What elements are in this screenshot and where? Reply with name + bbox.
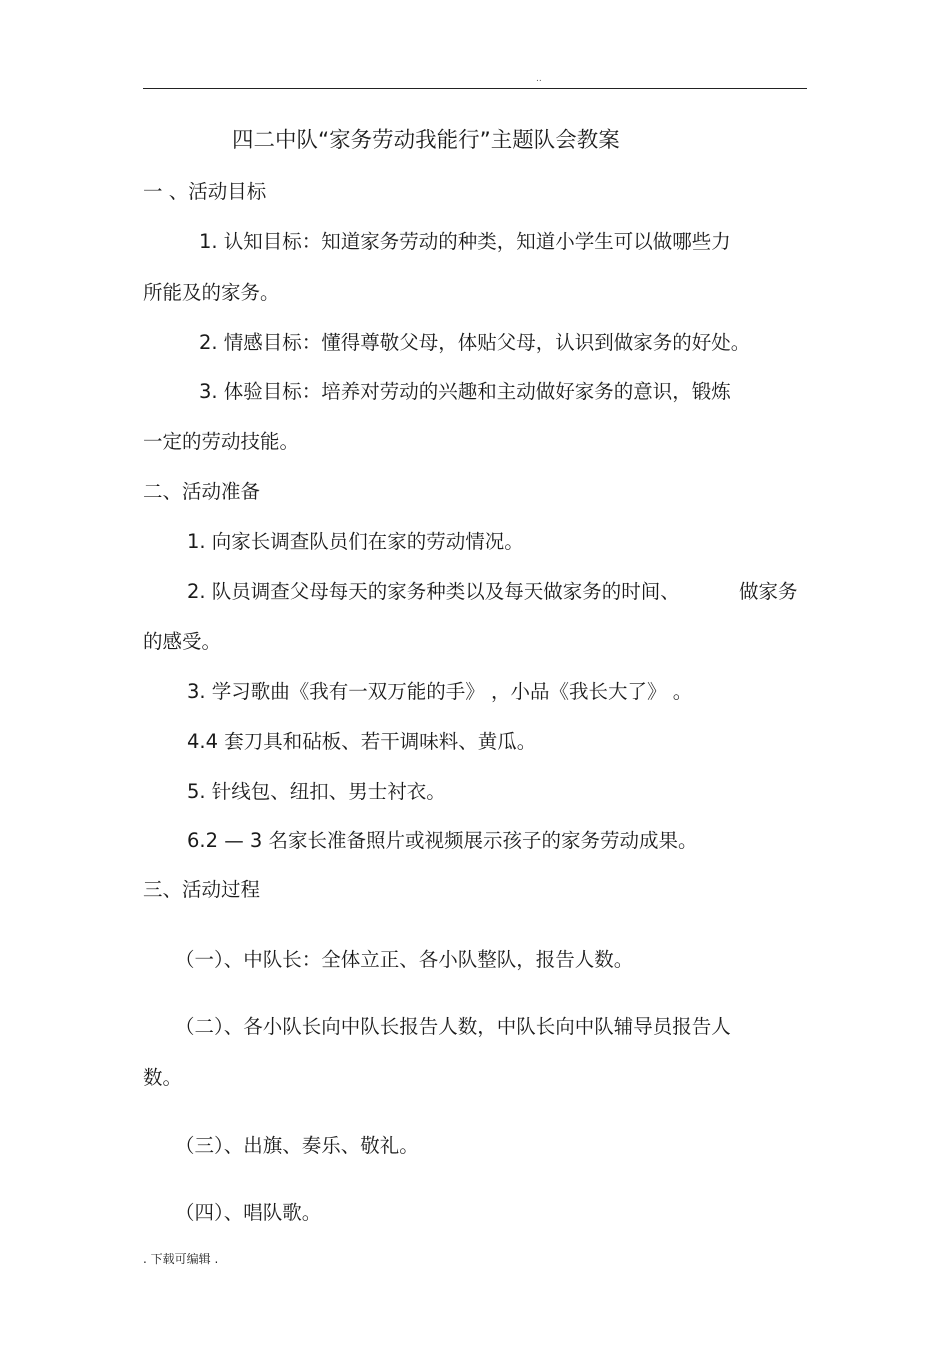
prep-item-4: 4.4 套刀具和砧板、若干调味料、黄瓜。 [187, 730, 537, 753]
prep-item-3: 3. 学习歌曲《我有一双万能的手》 ，小品《我长大了》 。 [187, 680, 693, 703]
prep-item-2-line2: 的感受。 [143, 630, 222, 653]
goal-cognitive-line1: 1. 认知目标：知道家务劳动的种类，知道小学生可以做哪些力 [199, 230, 731, 253]
prep-item-5: 5. 针线包、纽扣、男士衬衣。 [187, 780, 446, 803]
page-footer: . 下载可编辑 . [143, 1252, 219, 1266]
goal-experience-line1: 3. 体验目标：培养对劳动的兴趣和主动做好家务的意识，锻炼 [199, 380, 731, 403]
prep-item-2-line1a: 2. 队员调查父母每天的家务种类以及每天做家务的时间、 [187, 580, 680, 603]
goal-experience-line2: 一定的劳动技能。 [143, 430, 300, 453]
process-step-4: （四）、唱队歌。 [175, 1201, 322, 1224]
header-rule [143, 88, 807, 89]
process-step-1: （一）、中队长：全体立正、各小队整队，报告人数。 [175, 948, 634, 971]
section-heading-process: 三、活动过程 [143, 878, 261, 901]
header-mark: .. [536, 74, 542, 84]
document-title: 四二中队“家务劳动我能行”主题队会教案 [232, 128, 620, 153]
process-step-2-line1: （二）、各小队长向中队长报告人数，中队长向中队辅导员报告人 [175, 1015, 731, 1038]
prep-item-6: 6.2 — 3 名家长准备照片或视频展示孩子的家务劳动成果。 [187, 829, 698, 852]
goal-cognitive-line2: 所能及的家务。 [143, 281, 280, 304]
process-step-2-line2: 数。 [143, 1066, 183, 1089]
process-step-3: （三）、出旗、奏乐、敬礼。 [175, 1134, 419, 1157]
goal-emotional: 2. 情感目标：懂得尊敬父母，体贴父母，认识到做家务的好处。 [199, 331, 751, 354]
section-heading-goals: 一 、活动目标 [143, 180, 267, 203]
section-heading-preparation: 二、活动准备 [143, 480, 261, 503]
prep-item-1: 1. 向家长调查队员们在家的劳动情况。 [187, 530, 524, 553]
prep-item-2-line1b: 做家务 [739, 580, 798, 603]
